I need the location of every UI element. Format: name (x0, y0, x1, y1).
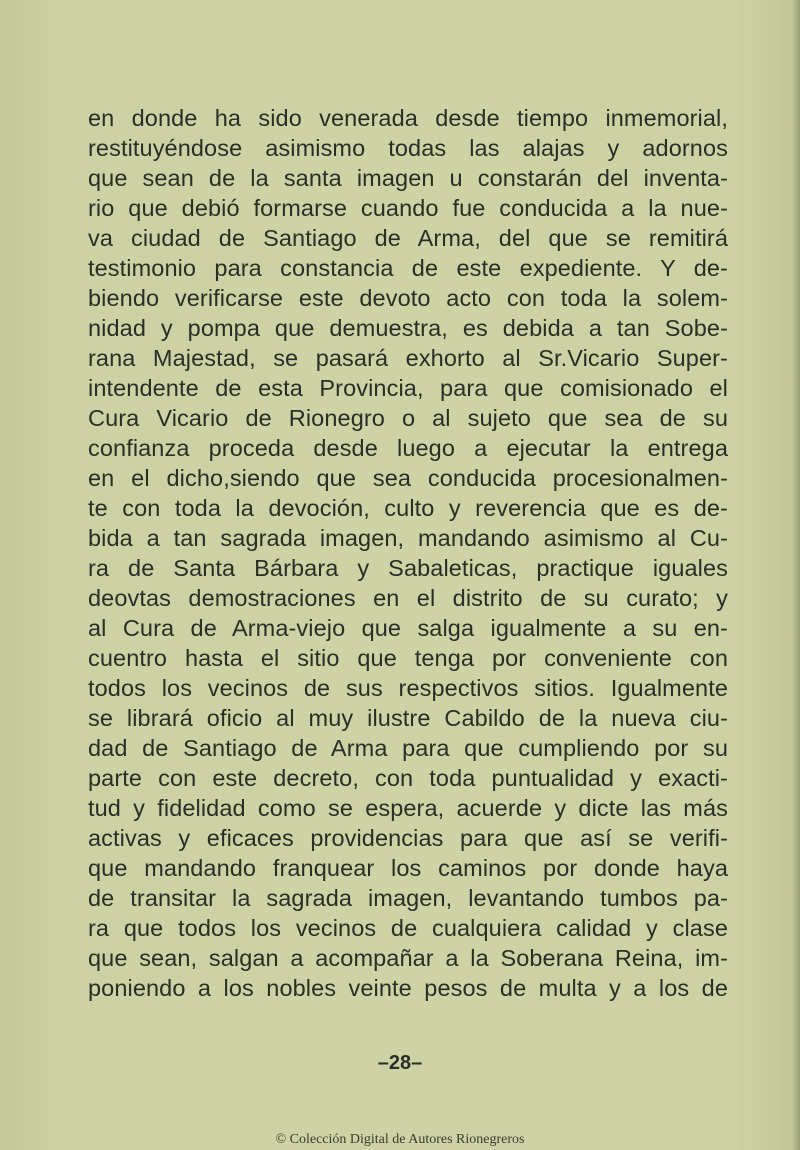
text-line: bida a tan sagrada imagen, mandando asimismo al Cu- (88, 525, 728, 551)
copyright-footer: © Colección Digital de Autores Rionegreros (275, 1132, 525, 1147)
text-line: va ciudad de Santiago de Arma, del que se remitirá (88, 225, 728, 251)
text-line: nidad y pompa que demuestra, es debida a tan Sobe- (88, 315, 728, 341)
text-line: que mandando franquear los caminos por donde haya (88, 855, 728, 881)
text-line: dad de Santiago de Arma para que cumpliendo por su (88, 735, 728, 761)
text-line: ra de Santa Bárbara y Sabaleticas, practique iguales (88, 555, 728, 581)
text-line: deovtas demostraciones en el distrito de su curato; y (88, 585, 728, 611)
text-line: ra que todos los vecinos de cualquiera calidad y clase (88, 915, 728, 941)
page-number: –28– (377, 1052, 423, 1074)
text-line: confianza proceda desde luego a ejecutar la entrega (88, 435, 728, 461)
text-line: poniendo a los nobles veinte pesos de multa y a los de (88, 975, 728, 1001)
text-line: se librará oficio al muy ilustre Cabildo de la nueva ciu- (88, 705, 728, 731)
text-line: biendo verificarse este devoto acto con toda la solem- (88, 285, 728, 311)
text-line: intendente de esta Provincia, para que comisionado el (88, 375, 728, 401)
text-line: que sean de la santa imagen u constarán del inventa- (88, 165, 728, 191)
text-line: te con toda la devoción, culto y reverencia que es de- (88, 495, 728, 521)
text-line: al Cura de Arma-viejo que salga igualmente a su en- (88, 615, 728, 641)
text-line: restituyéndose asimismo todas las alajas y adornos (88, 135, 728, 161)
text-line: rana Majestad, se pasará exhorto al Sr.Vicario Super- (88, 345, 728, 371)
text-line: parte con este decreto, con toda puntualidad y exacti- (88, 765, 728, 791)
text-line: testimonio para constancia de este expediente. Y de- (88, 255, 728, 281)
text-line: todos los vecinos de sus respectivos sitios. Igualmente (88, 675, 728, 701)
text-line: en el dicho,siendo que sea conducida procesionalmen- (88, 465, 728, 491)
page-edge-shadow (792, 0, 800, 1150)
text-line: cuentro hasta el sitio que tenga por conveniente con (88, 645, 728, 671)
text-line: activas y eficaces providencias para que así se verifi- (88, 825, 728, 851)
text-line: que sean, salgan a acompañar a la Soberana Reina, im- (88, 945, 728, 971)
text-line: de transitar la sagrada imagen, levantando tumbos pa- (88, 885, 728, 911)
body-text (88, 103, 728, 1003)
text-line: rio que debió formarse cuando fue conducida a la nue- (88, 195, 728, 221)
text-line: Cura Vicario de Rionegro o al sujeto que sea de su (88, 405, 728, 431)
text-line: en donde ha sido venerada desde tiempo inmemorial, (88, 105, 728, 131)
text-line: tud y fidelidad como se espera, acuerde y dicte las más (88, 795, 728, 821)
